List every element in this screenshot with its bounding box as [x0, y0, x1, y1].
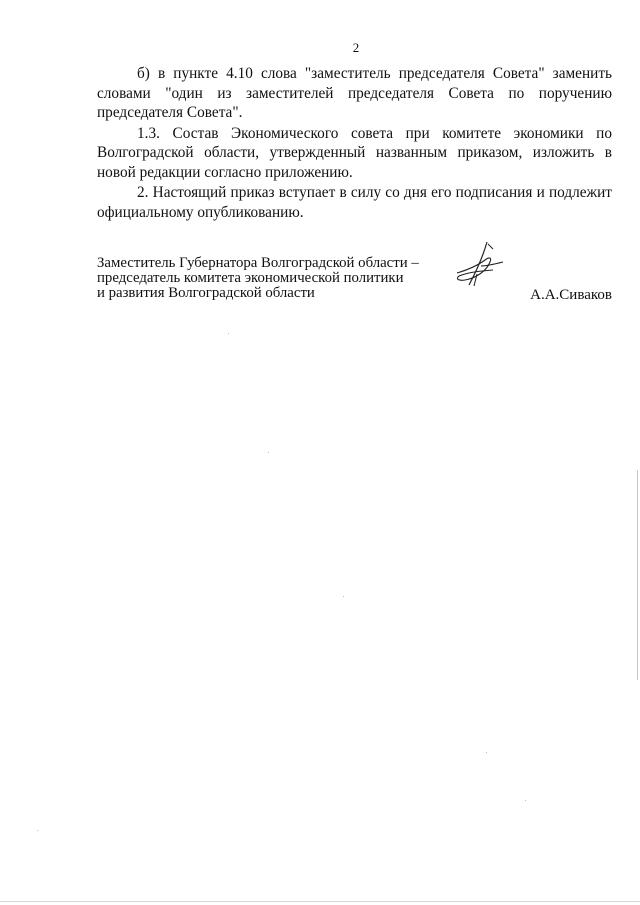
paragraph-item-1-3: 1.3. Состав Экономического совета при комитете экономики по Волгоградской области, утвержденный названным приказом, изложить в новой редакции согласно приложению. [97, 124, 612, 181]
signer-title [97, 256, 442, 301]
paragraph-item-b: б) в пункте 4.10 слова "заместитель председателя Совета" заменить словами "один из заместителей председателя Совета по поручению председателя Совета". [97, 65, 612, 121]
scan-speck [37, 830, 38, 831]
scan-speck [486, 752, 487, 753]
signature-block [97, 256, 612, 316]
document-body [97, 64, 612, 222]
signer-title-line: Заместитель Губернатора Волгоградской области – [97, 255, 419, 271]
scan-speck [268, 452, 269, 453]
signer-name: А.А.Сиваков [530, 287, 612, 303]
scan-speck [343, 596, 344, 597]
signer-title-line: председатель комитета экономической политики [97, 270, 404, 286]
paragraph-item-2: 2. Настоящий приказ вступает в силу со дня его подписания и подлежит официальному опубликованию. [97, 184, 612, 221]
page-number: 2 [352, 40, 360, 55]
handwritten-signature-icon [447, 240, 527, 300]
scan-speck [228, 333, 229, 334]
scan-speck [525, 800, 526, 801]
scan-edge-line [637, 470, 638, 680]
scan-bottom-line [0, 901, 640, 902]
signer-title-line: и развития Волгоградской области [97, 285, 315, 301]
